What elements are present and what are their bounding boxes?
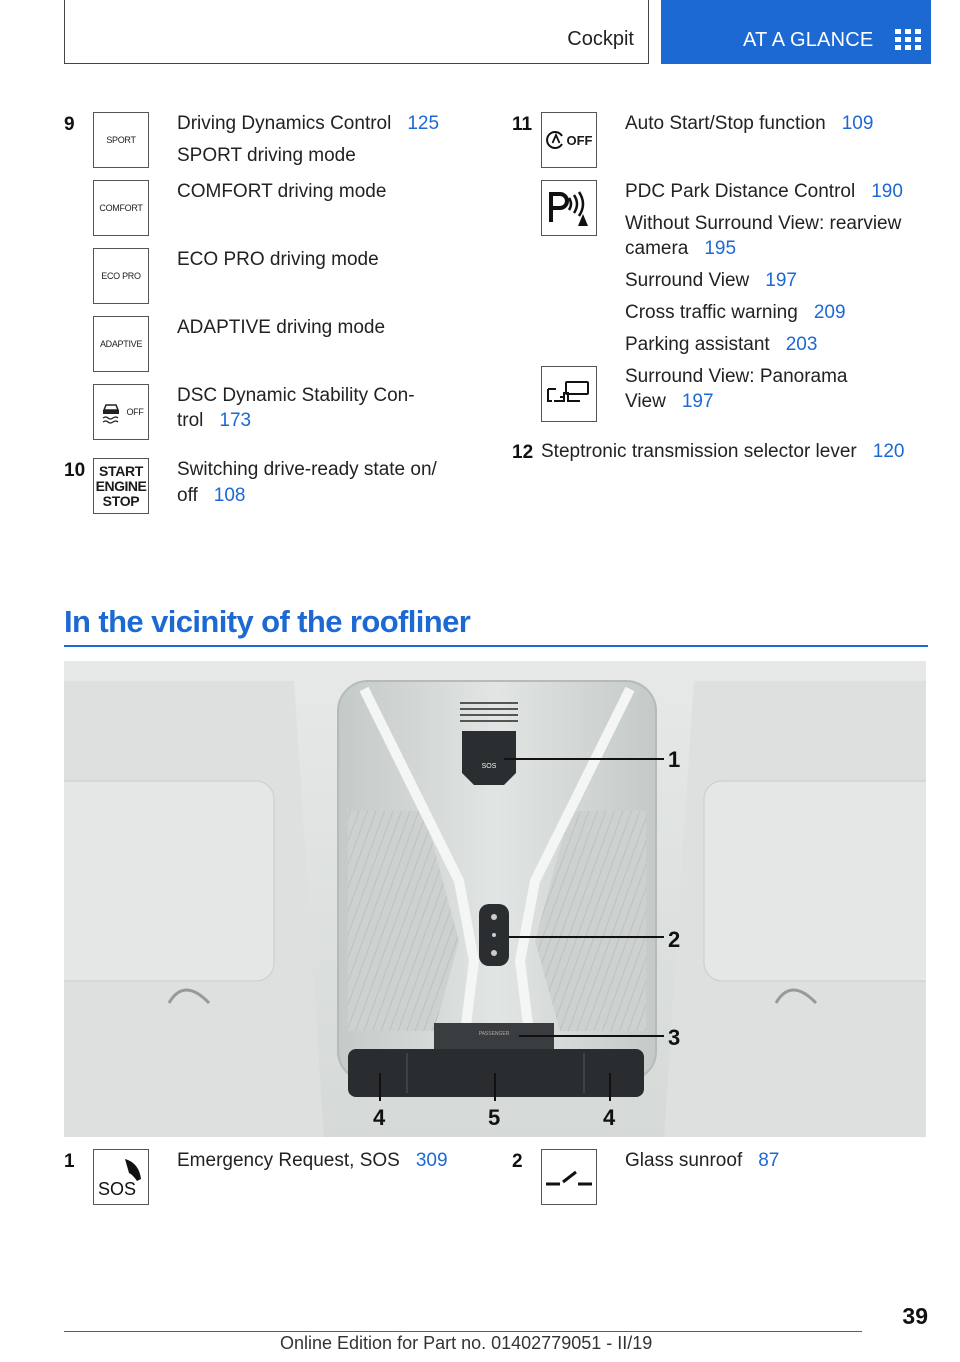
page-ref: 87	[758, 1150, 780, 1171]
entry-text: View 197	[625, 391, 714, 412]
svg-text:4: 4	[373, 1105, 386, 1130]
entry-text: Surround View 197	[625, 270, 797, 291]
svg-text:SOS: SOS	[98, 1179, 137, 1199]
entry-text: SPORT driving mode	[177, 145, 356, 166]
entry-text: Parking assistant 203	[625, 334, 818, 355]
entry-text: Without Surround View: rearview	[625, 213, 902, 234]
glass-sunroof-icon	[541, 1149, 597, 1205]
sos-button-icon	[93, 1149, 149, 1205]
dsc-off-button-icon: OFF	[93, 384, 149, 440]
entry-text: Surround View: Panorama	[625, 366, 848, 387]
svg-text:4: 4	[603, 1105, 616, 1130]
svg-text:3: 3	[668, 1025, 681, 1050]
panorama-view-button-icon	[541, 366, 597, 422]
sunroof-tilt-icon	[544, 1162, 594, 1192]
entry-text: PDC Park Distance Control 190	[625, 181, 903, 202]
section-title: In the vicinity of the roofliner	[64, 604, 471, 639]
entry-text: Cross traffic warning 209	[625, 302, 846, 323]
footer-edition: Online Edition for Part no. 01402779051 - II/19	[280, 1333, 653, 1353]
page-ref: 109	[841, 113, 874, 134]
page-ref: 190	[871, 181, 903, 202]
sport-button-icon: SPORT	[93, 112, 149, 168]
page-ref: 197	[681, 391, 714, 412]
svg-text:PASSENGER: PASSENGER	[478, 1031, 510, 1037]
entry-text: trol 173	[177, 410, 252, 431]
footer-divider	[64, 1331, 862, 1332]
entry-text: Steptronic transmission selector lever 120	[541, 441, 905, 462]
item-number: 9	[64, 114, 75, 135]
svg-text:1: 1	[668, 747, 681, 772]
entry-text: DSC Dynamic Stability Con-	[177, 385, 415, 406]
item-number: 10	[64, 460, 86, 481]
entry-text: Emergency Request, SOS 309	[177, 1150, 448, 1171]
page-ref: 173	[219, 410, 252, 431]
entry-text: Auto Start/Stop function 109	[625, 113, 874, 134]
header-chapter-label: AT A GLANCE	[743, 29, 874, 51]
header-section-label: Cockpit	[567, 28, 634, 50]
item-number: 2	[512, 1151, 523, 1172]
entry-text: camera 195	[625, 238, 737, 259]
page-ref: 197	[765, 270, 797, 291]
page-ref: 195	[704, 238, 737, 259]
item-number: 1	[64, 1151, 75, 1172]
entry-text: Driving Dynamics Control 125	[177, 113, 440, 134]
page-ref: 120	[872, 441, 905, 462]
item-number: 12	[512, 442, 534, 463]
emergency-call-icon	[95, 1153, 147, 1201]
auto-start-stop-icon	[546, 130, 566, 150]
header-section-box	[64, 0, 649, 64]
section-divider	[64, 645, 928, 647]
roofliner-illustration	[64, 661, 926, 1137]
page-ref: 209	[813, 302, 846, 323]
entry-text: ADAPTIVE driving mode	[177, 317, 386, 338]
entry-text: COMFORT driving mode	[177, 181, 387, 202]
svg-text:5: 5	[488, 1105, 501, 1130]
entry-text: ECO PRO driving mode	[177, 249, 379, 270]
comfort-button-icon: COMFORT	[93, 180, 149, 236]
item-number: 11	[512, 114, 533, 135]
page-ref: 203	[785, 334, 818, 355]
svg-text:2: 2	[668, 927, 681, 952]
adaptive-button-icon: ADAPTIVE	[93, 316, 149, 372]
entry-text: off 108	[177, 485, 246, 506]
grid-menu-icon	[895, 29, 921, 51]
page-ref: 309	[415, 1150, 448, 1171]
skidding-car-icon	[98, 399, 124, 425]
pdc-button-icon	[541, 180, 597, 236]
entry-text: Switching drive-ready state on/	[177, 459, 437, 480]
park-distance-icon	[547, 188, 591, 228]
page-ref: 108	[213, 485, 246, 506]
auto-start-stop-off-icon: OFF	[541, 112, 597, 168]
roofliner-photo	[64, 661, 926, 1137]
page-number: 39	[902, 1303, 928, 1329]
page-ref: 125	[407, 113, 440, 134]
svg-text:SOS: SOS	[481, 763, 497, 770]
header-chapter-box	[661, 0, 931, 64]
panorama-camera-icon	[546, 379, 592, 409]
start-stop-button-icon: START ENGINE STOP	[93, 458, 149, 514]
entry-text: Glass sunroof 87	[625, 1150, 780, 1171]
eco-pro-button-icon: ECO PRO	[93, 248, 149, 304]
